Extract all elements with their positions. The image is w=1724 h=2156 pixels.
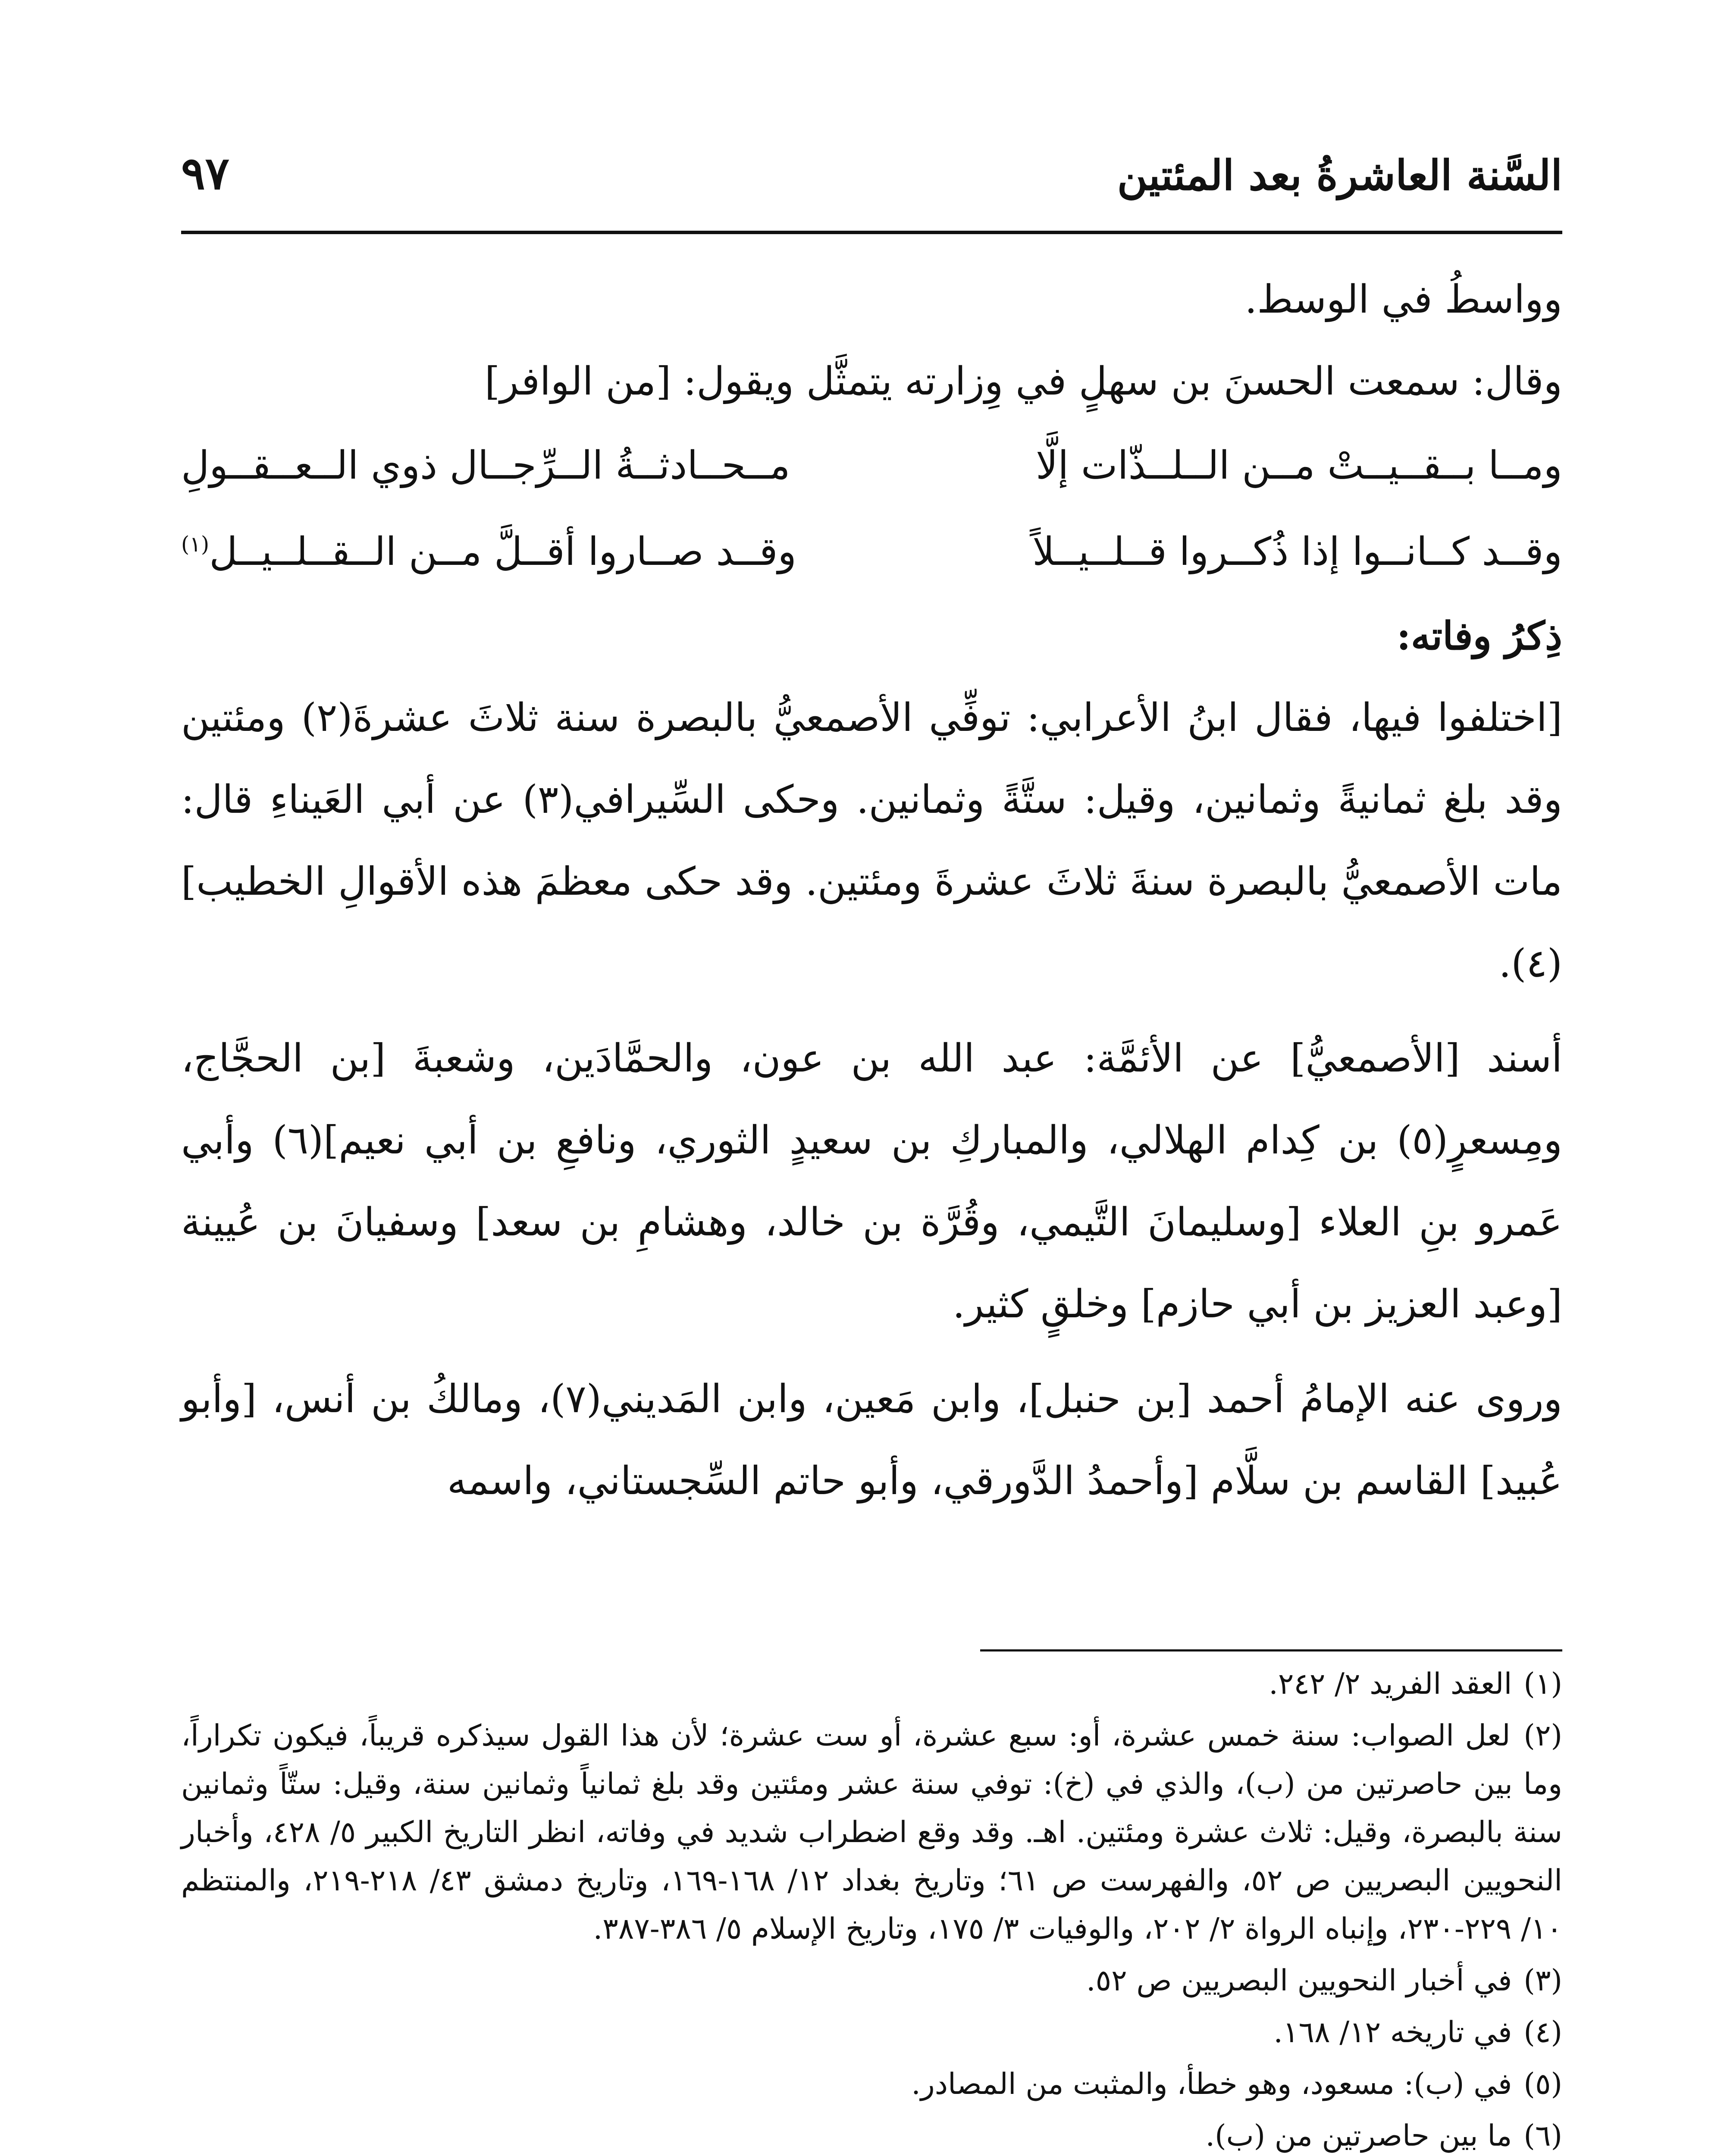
verse-second-hemistich — [181, 509, 816, 595]
page-number: ٩٧ — [181, 147, 229, 200]
header-rule — [181, 231, 1562, 234]
footnote-number: (١) — [1523, 1667, 1562, 1701]
paragraph-quote-intro: وقال: سمعت الحسنَ بن سهلٍ في وِزارته يتمثَّل ويقول: [من الوافر] — [485, 359, 1562, 404]
footnote-marker: (١) — [181, 532, 210, 557]
verse-line — [181, 423, 1562, 509]
verse-first-hemistich: وقــد كــانــوا إذا ذُكــروا قــلــيــلاً — [1032, 529, 1562, 574]
verse-first-hemistich: ومــا بــقــيــتْ مــن الــلــذّات إلَّا — [1035, 443, 1562, 488]
footnote — [181, 2112, 1562, 2156]
footnote-text: في (ب): مسعود، وهو خطأ، والمثبت من المصادر. — [911, 2067, 1512, 2101]
footnote-text: في أخبار النحويين البصريين ص ٥٢. — [1086, 1964, 1512, 1998]
footnotes — [181, 1660, 1562, 2156]
footnote-number: (٣) — [1523, 1964, 1562, 1998]
footnote — [181, 2060, 1562, 2109]
footnote-text: لعل الصواب: سنة خمس عشرة، أو: سبع عشرة، أو ست عشرة؛ لأن هذا القول سيذكره قريباً، فيكون تكراراً، وما بين حاصرتين من (ب)، والذي في (خ): توفي سنة عشر ومئتين وقد بلغ ثمانياً وثمانين سنة، وقيل: ستّاً وثمانين سنة بالبصرة، وقيل: ثلاث عشرة ومئتين. اهـ. وقد وقع اضطراب شديد في وفاته، انظر التاريخ الكبير ٥/ ٤٢٨، وأخبار النحويين البصريين ص ٥٢، والفهرست ص ٦١؛ وتاريخ بغداد ١٢/ ١٦٨-١٦٩، وتاريخ دمشق ٤٣/ ٢١٨-٢١٩، والمنتظم ١٠/ ٢٢٩-٢٣٠، وإنباه الرواة ٢/ ٢٠٢، والوفيات ٣/ ١٧٥، وتاريخ الإسلام ٥/ ٣٨٦-٣٨٧. — [181, 1719, 1563, 1946]
footnote-number: (٢) — [1523, 1719, 1563, 1753]
footnote — [181, 2009, 1562, 2057]
main-text — [181, 259, 1562, 1522]
footnote-text: ما بين حاصرتين من (ب). — [1205, 2119, 1512, 2153]
footnote-text: العقد الفريد ٢/ ٢٤٢. — [1269, 1667, 1512, 1701]
paragraph-death: [اختلفوا فيها، فقال ابنُ الأعرابي: توفِّي الأصمعيُّ بالبصرة سنة ثلاثَ عشرةَ(٢) ومئتين وقد بلغ ثمانيةً وثمانين، وقيل: ستَّةً وثمانين. وحكى السِّيرافي(٣) عن أبي العَيناءِ قال: مات الأصمعيُّ بالبصرة سنةَ ثلاثَ عشرةَ ومئتين. وقد حكى معظمَ هذه الأقوالِ الخطيب](٤). — [181, 695, 1562, 986]
verse-second-hemistich: مــحــادثــةُ الــرِّجــال ذوي الــعــقــولِ — [181, 443, 790, 488]
paragraph-teachers: أسند [الأصمعيُّ] عن الأئمَّة: عبد الله بن عون، والحمَّادَين، وشعبةَ [بن الحجَّاج، ومِسعرٍ(٥) بن كِدام الهلالي، والمباركِ بن سعيدٍ الثوري، ونافعِ بن أبي نعيم](٦) وأبي عَمرو بنِ العلاء [وسليمانَ التَّيمي، وقُرَّة بن خالد، وهشامِ بن سعد] وسفيانَ بن عُيينة [وعبد العزيز بن أبي حازم] وخلقٍ كثير. — [181, 1036, 1562, 1327]
poem — [181, 423, 1562, 595]
page-header — [181, 142, 1562, 220]
footnote-number: (٤) — [1523, 2015, 1562, 2049]
paragraph-students: وروى عنه الإمامُ أحمد [بن حنبل]، وابن مَعين، وابن المَديني(٧)، ومالكُ بن أنس، [وأبو عُبيد] القاسم بن سلَّام [وأحمدُ الدَّورقي، وأبو حاتم السِّجستاني، واسمه — [181, 1376, 1562, 1504]
section-heading: ذِكرُ وفاته: — [1396, 613, 1562, 659]
footnote-text: في تاريخه ١٢/ ١٦٨. — [1273, 2015, 1512, 2049]
verse-text: وقــد صــاروا أقــلَّ مــن الــقــلــيــل — [209, 529, 796, 574]
footnote-rule — [980, 1649, 1562, 1651]
verse-line — [181, 509, 1562, 595]
footnote-number: (٦) — [1523, 2119, 1562, 2153]
footnote — [181, 1712, 1562, 1953]
footnote-number: (٥) — [1523, 2067, 1562, 2101]
running-title: السَّنة العاشرةُ بعد المئتين — [1117, 151, 1562, 200]
paragraph-wasit: وواسطُ في الوسط. — [1244, 277, 1562, 322]
footnote — [181, 1660, 1562, 1708]
footnote — [181, 1957, 1562, 2005]
